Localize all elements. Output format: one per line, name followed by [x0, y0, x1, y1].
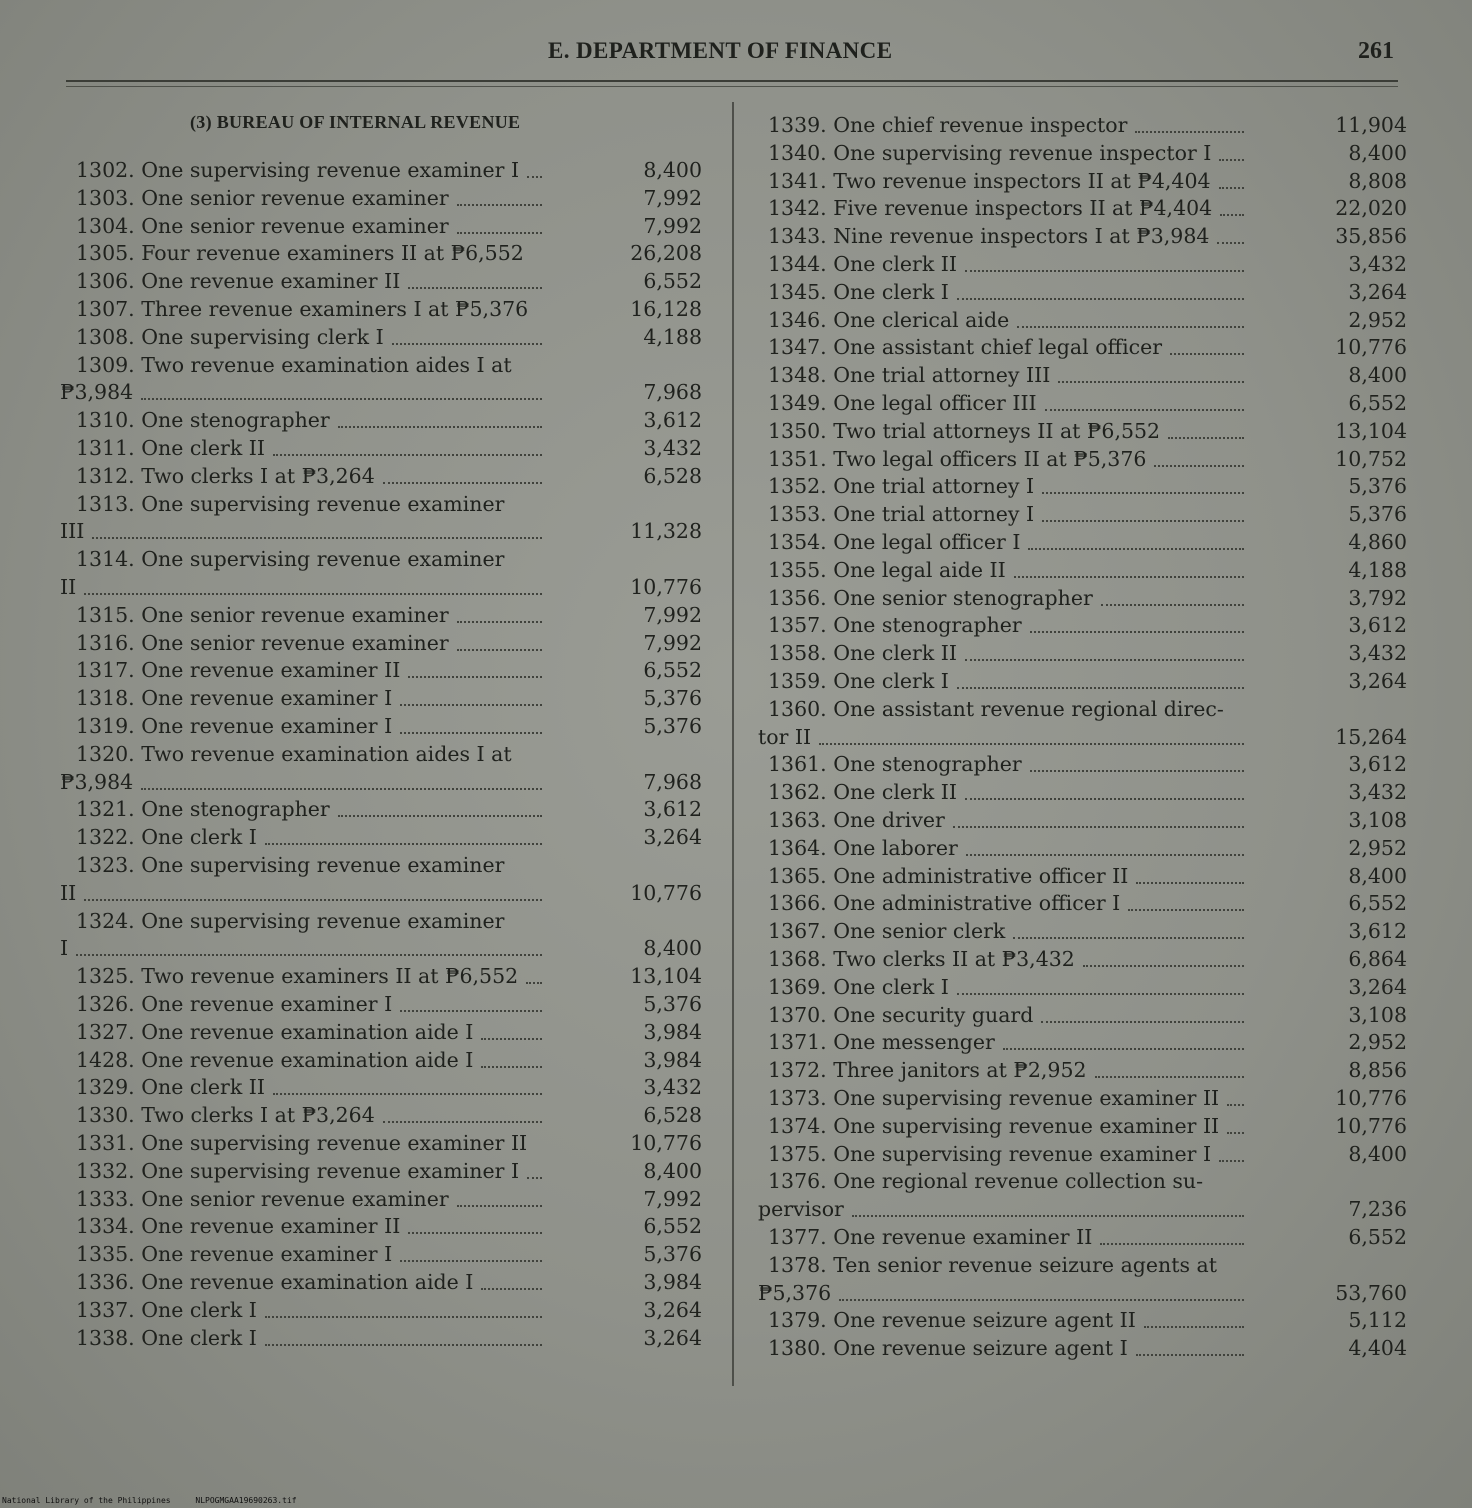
section-title: (3) BUREAU OF INTERNAL REVENUE	[190, 112, 521, 132]
entry-text: 1358. One clerk II	[768, 641, 957, 666]
leader-dots	[481, 1066, 542, 1068]
entry-amount: 10,752	[1335, 446, 1407, 471]
entry-text: 1343. Nine revenue inspectors I at ₱3,984	[768, 224, 1210, 249]
continuation-text: III	[60, 519, 85, 544]
entry-amount: 3,264	[643, 1325, 702, 1350]
entry-text: 1336. One revenue examination aide I	[76, 1270, 474, 1294]
leader-dots	[1168, 437, 1244, 439]
entry-text: 1327. One revenue examination aide I	[76, 1019, 474, 1044]
leader-dots	[966, 854, 1244, 856]
entry-amount: 3,432	[1348, 641, 1407, 666]
leader-dots	[400, 1260, 542, 1262]
entry-text: 1356. One senior stenographer	[768, 585, 1093, 610]
entry-text: 1371. One messenger	[768, 1030, 995, 1055]
leader-dots	[481, 1288, 542, 1290]
leader-dots	[457, 649, 542, 651]
entry-text: 1357. One stenographer	[768, 613, 1022, 638]
leader-dots	[1028, 548, 1244, 550]
continuation-text: II	[60, 575, 77, 599]
leader-dots	[400, 1010, 542, 1012]
entry-text: 1353. One trial attorney I	[768, 502, 1035, 527]
entry-amount: 5,376	[643, 1242, 702, 1267]
leader-dots	[1095, 1076, 1244, 1078]
entry-amount: 3,612	[643, 408, 702, 433]
entry-text: 1338. One clerk I	[76, 1325, 257, 1350]
entry-text: 1378. Ten senior revenue seizure agents at	[768, 1252, 1217, 1277]
entry-text: 1331. One supervising revenue examiner II	[76, 1131, 528, 1155]
entry-text: 1311. One clerk II	[76, 436, 265, 460]
leader-dots	[839, 1299, 1244, 1301]
entry-amount: 7,236	[1348, 1197, 1407, 1222]
entry-text: 1313. One supervising revenue examiner	[76, 491, 505, 516]
leader-dots	[1219, 159, 1244, 161]
entry-amount: 6,528	[643, 1103, 702, 1128]
entry-text: 1367. One senior clerk	[768, 919, 1006, 944]
leader-dots	[141, 788, 542, 790]
entry-text: 1335. One revenue examiner I	[76, 1242, 393, 1267]
leader-dots	[1013, 937, 1244, 939]
leader-dots	[1030, 631, 1244, 633]
entry-amount: 7,992	[643, 185, 702, 210]
entry-amount: 5,376	[1348, 474, 1407, 499]
entry-text: 1366. One administrative officer I	[768, 891, 1121, 916]
entry-amount: 6,552	[1348, 391, 1407, 415]
entry-text: 1318. One revenue examiner I	[76, 686, 393, 711]
entry-amount: 8,400	[1348, 363, 1407, 388]
entry-amount: 5,112	[1348, 1308, 1407, 1333]
entry-text: 1363. One driver	[768, 808, 945, 832]
continuation-text: ₱3,984	[60, 769, 134, 794]
leader-dots	[1014, 576, 1244, 578]
leader-dots	[392, 343, 542, 345]
entry-text: 1322. One clerk I	[76, 825, 257, 850]
entry-text: 1334. One revenue examiner II	[76, 1214, 401, 1239]
entry-amount: 11,904	[1335, 113, 1407, 137]
entry-text: 1330. Two clerks I at ₱3,264	[76, 1103, 375, 1128]
entry-amount: 7,992	[643, 213, 702, 238]
leader-dots	[1042, 520, 1244, 522]
page-number: 261	[1358, 38, 1394, 64]
entry-text: 1306. One revenue examiner II	[76, 269, 401, 294]
leader-dots	[457, 204, 542, 206]
leader-dots	[338, 426, 542, 428]
entry-amount: 3,612	[1348, 919, 1407, 944]
column-divider	[732, 102, 734, 1386]
leader-dots	[819, 743, 1244, 745]
entry-amount: 3,264	[1348, 279, 1407, 304]
entry-text: 1376. One regional revenue collection su-	[768, 1169, 1204, 1194]
entry-amount: 13,104	[630, 964, 702, 989]
entry-text: 1324. One supervising revenue examiner	[76, 908, 505, 933]
entry-amount: 15,264	[1335, 724, 1407, 749]
entry-amount: 6,864	[1348, 947, 1407, 971]
leader-dots	[265, 843, 542, 845]
entry-text: 1310. One stenographer	[76, 408, 330, 433]
entry-text: 1339. One chief revenue inspector	[768, 113, 1128, 137]
entry-text: 1314. One supervising revenue examiner	[76, 547, 505, 572]
entry-text: 1342. Five revenue inspectors II at ₱4,404	[768, 196, 1213, 221]
leader-dots	[1058, 381, 1244, 383]
entry-amount: 35,856	[1335, 224, 1407, 249]
leader-dots	[273, 1093, 542, 1095]
entry-amount: 10,776	[630, 1131, 702, 1155]
entry-text: 1303. One senior revenue examiner	[76, 185, 449, 210]
entry-text: 1370. One security guard	[768, 1002, 1034, 1027]
entry-amount: 6,552	[643, 658, 702, 683]
entry-amount: 7,992	[643, 630, 702, 655]
entry-text: 1323. One supervising revenue examiner	[76, 853, 505, 877]
leader-dots	[457, 621, 542, 623]
footer-library: National Library of the Philippines	[2, 1496, 171, 1505]
leader-dots	[1041, 1021, 1244, 1023]
leader-dots	[1083, 965, 1244, 967]
leader-dots	[457, 232, 542, 234]
leader-dots	[84, 593, 542, 595]
continuation-text: tor II	[758, 724, 812, 749]
leader-dots	[383, 482, 542, 484]
leader-dots	[1144, 1326, 1244, 1328]
leader-dots	[273, 454, 542, 456]
leader-dots	[265, 1344, 542, 1346]
leader-dots	[852, 1215, 1244, 1217]
entry-amount: 3,432	[1348, 780, 1407, 805]
entry-amount: 6,552	[643, 1214, 702, 1239]
entry-amount: 8,400	[1348, 1141, 1407, 1166]
entry-amount: 3,984	[643, 1047, 702, 1072]
entry-amount: 11,328	[630, 519, 702, 544]
leader-dots	[526, 982, 542, 984]
leader-dots	[481, 1038, 542, 1040]
entry-amount: 3,264	[1348, 669, 1407, 693]
leader-dots	[408, 676, 542, 678]
entry-amount: 3,432	[1348, 252, 1407, 276]
entry-amount: 8,400	[1348, 140, 1407, 165]
leader-dots	[1154, 465, 1244, 467]
entry-amount: 26,208	[630, 241, 702, 266]
entry-text: 1368. Two clerks II at ₱3,432	[768, 947, 1075, 971]
entry-text: 1349. One legal officer III	[768, 391, 1037, 415]
entry-text: 1380. One revenue seizure agent I	[768, 1336, 1128, 1361]
page-header	[0, 36, 1472, 72]
entry-text: 1307. Three revenue examiners I at ₱5,376	[76, 297, 529, 321]
leader-dots	[965, 659, 1244, 661]
leader-dots	[1128, 909, 1244, 911]
entry-text: 1341. Two revenue inspectors II at ₱4,404	[768, 168, 1211, 193]
entry-amount: 5,376	[643, 714, 702, 738]
entry-text: 1365. One administrative officer II	[768, 863, 1129, 888]
entry-text: 1320. Two revenue examination aides I at	[76, 741, 512, 766]
entry-amount: 10,776	[630, 575, 702, 599]
leader-dots	[1220, 214, 1244, 216]
leader-dots	[957, 298, 1244, 300]
leader-dots	[1042, 492, 1244, 494]
leader-dots	[408, 1232, 542, 1234]
entry-text: 1347. One assistant chief legal officer	[768, 335, 1163, 360]
entry-amount: 4,188	[643, 324, 702, 349]
entry-amount: 3,264	[643, 1297, 702, 1322]
entry-amount: 6,528	[643, 463, 702, 488]
entry-text: 1317. One revenue examiner II	[76, 658, 401, 683]
entry-amount: 3,432	[643, 1075, 702, 1100]
entry-amount: 3,108	[1348, 1002, 1407, 1027]
entry-amount: 5,376	[1348, 502, 1407, 527]
entry-amount: 8,808	[1348, 168, 1407, 193]
entry-amount: 3,432	[643, 436, 702, 460]
entry-text: 1333. One senior revenue examiner	[76, 1186, 449, 1211]
entry-text: 1302. One supervising revenue examiner I	[76, 158, 520, 182]
leader-dots	[400, 732, 542, 734]
leader-dots	[1003, 1048, 1244, 1050]
page-title: E. DEPARTMENT OF FINANCE	[548, 38, 893, 63]
leader-dots	[1170, 353, 1244, 355]
leader-dots	[76, 954, 542, 956]
entry-amount: 13,104	[1335, 418, 1407, 443]
entry-text: 1355. One legal aide II	[768, 557, 1006, 582]
header-rule	[66, 80, 1398, 82]
header-rule-thin	[66, 86, 1398, 87]
entry-text: 1319. One revenue examiner I	[76, 714, 393, 738]
leader-dots	[1135, 131, 1244, 133]
leader-dots	[1136, 1354, 1244, 1356]
entry-amount: 10,776	[1335, 1086, 1407, 1110]
entry-amount: 7,992	[643, 1186, 702, 1211]
entry-amount: 53,760	[1335, 1280, 1407, 1305]
entry-text: 1351. Two legal officers II at ₱5,376	[768, 446, 1147, 471]
leader-dots	[1045, 409, 1244, 411]
entry-text: 1354. One legal officer I	[768, 530, 1021, 554]
entry-amount: 7,968	[643, 769, 702, 794]
leader-dots	[84, 899, 542, 901]
leader-dots	[457, 1205, 542, 1207]
leader-dots	[527, 1177, 542, 1179]
continuation-text: I	[60, 936, 69, 961]
entry-text: 1348. One trial attorney III	[768, 363, 1051, 388]
leader-dots	[141, 398, 542, 400]
leader-dots	[338, 815, 542, 817]
continuation-text: ₱5,376	[758, 1280, 832, 1305]
entry-text: 1345. One clerk I	[768, 279, 949, 304]
entry-text: 1304. One senior revenue examiner	[76, 213, 449, 238]
entry-amount: 8,400	[643, 936, 702, 961]
entry-amount: 22,020	[1335, 196, 1407, 221]
entry-text: 1325. Two revenue examiners II at ₱6,552	[76, 964, 519, 989]
leader-dots	[1101, 604, 1244, 606]
leader-dots	[527, 176, 542, 178]
entry-text: 1308. One supervising clerk I	[76, 324, 384, 349]
leader-dots	[1017, 326, 1244, 328]
leader-dots	[1227, 1132, 1244, 1134]
entry-amount: 2,952	[1348, 307, 1407, 332]
leader-dots	[1136, 882, 1244, 884]
entry-amount: 5,376	[643, 686, 702, 711]
entry-amount: 8,856	[1348, 1058, 1407, 1083]
entry-text: 1360. One assistant revenue regional direc-	[768, 696, 1224, 721]
leader-dots	[383, 1121, 542, 1123]
entry-text: 1315. One senior revenue examiner	[76, 602, 449, 627]
leader-dots	[92, 537, 542, 539]
entry-text: 1359. One clerk I	[768, 669, 949, 693]
entry-text: 1337. One clerk I	[76, 1297, 257, 1322]
scan-footer	[2, 1496, 317, 1505]
leader-dots	[957, 993, 1244, 995]
entry-text: 1352. One trial attorney I	[768, 474, 1035, 499]
entry-text: 1362. One clerk II	[768, 780, 957, 805]
entry-text: 1373. One supervising revenue examiner II	[768, 1086, 1220, 1110]
entry-text: 1326. One revenue examiner I	[76, 992, 393, 1016]
leader-dots	[265, 1316, 542, 1318]
entry-amount: 6,552	[643, 269, 702, 294]
entry-amount: 16,128	[630, 297, 702, 321]
entry-amount: 3,108	[1348, 808, 1407, 832]
entry-amount: 10,776	[630, 880, 702, 905]
leader-dots	[965, 270, 1244, 272]
entry-text: 1428. One revenue examination aide I	[76, 1047, 474, 1072]
entry-amount: 2,952	[1348, 835, 1407, 860]
leader-dots	[400, 704, 542, 706]
continuation-text: pervisor	[758, 1197, 844, 1222]
entry-text: 1350. Two trial attorneys II at ₱6,552	[768, 418, 1161, 443]
entry-text: 1379. One revenue seizure agent II	[768, 1308, 1136, 1333]
entry-amount: 8,400	[643, 158, 702, 182]
entry-amount: 3,264	[643, 825, 702, 850]
entry-amount: 4,860	[1348, 530, 1407, 554]
entry-amount: 3,612	[1348, 613, 1407, 638]
leader-dots	[957, 687, 1244, 689]
entry-text: 1340. One supervising revenue inspector I	[768, 140, 1212, 165]
entry-text: 1312. Two clerks I at ₱3,264	[76, 463, 375, 488]
entry-text: 1329. One clerk II	[76, 1075, 265, 1100]
entry-text: 1375. One supervising revenue examiner I	[768, 1141, 1212, 1166]
entry-text: 1346. One clerical aide	[768, 307, 1010, 332]
entry-text: 1374. One supervising revenue examiner II	[768, 1113, 1220, 1138]
entry-amount: 7,992	[643, 602, 702, 627]
entry-text: 1309. Two revenue examination aides I at	[76, 352, 512, 377]
entry-amount: 3,612	[643, 797, 702, 822]
entry-text: 1372. Three janitors at ₱2,952	[768, 1058, 1087, 1083]
entry-amount: 5,376	[643, 992, 702, 1016]
leader-dots	[1219, 1160, 1244, 1162]
leader-dots	[1219, 187, 1244, 189]
entry-text: 1344. One clerk II	[768, 252, 957, 276]
entry-amount: 6,552	[1348, 1225, 1407, 1249]
entry-text: 1369. One clerk I	[768, 974, 949, 999]
entry-amount: 2,952	[1348, 1030, 1407, 1055]
entry-text: 1305. Four revenue examiners II at ₱6,552	[76, 241, 524, 266]
leader-dots	[408, 287, 542, 289]
entry-text: 1361. One stenographer	[768, 752, 1022, 777]
entry-text: 1316. One senior revenue examiner	[76, 630, 449, 655]
entry-amount: 10,776	[1335, 1113, 1407, 1138]
footer-file: NLPOGMGAA19690263.tif	[195, 1496, 297, 1505]
entry-amount: 7,968	[643, 380, 702, 405]
entry-text: 1332. One supervising revenue examiner I	[76, 1158, 520, 1183]
entry-amount: 3,984	[643, 1270, 702, 1294]
entry-text: 1321. One stenographer	[76, 797, 330, 822]
leader-dots	[1217, 242, 1244, 244]
leader-dots	[953, 826, 1244, 828]
continuation-text: II	[60, 880, 77, 905]
entry-amount: 3,792	[1348, 585, 1407, 610]
entry-amount: 6,552	[1348, 891, 1407, 916]
entry-amount: 4,404	[1348, 1336, 1407, 1361]
entry-amount: 8,400	[1348, 863, 1407, 888]
entry-text: 1364. One laborer	[768, 835, 958, 860]
entry-amount: 4,188	[1348, 557, 1407, 582]
entry-amount: 3,984	[643, 1019, 702, 1044]
leader-dots	[965, 798, 1244, 800]
entry-amount: 8,400	[643, 1158, 702, 1183]
entry-amount: 3,264	[1348, 974, 1407, 999]
continuation-text: ₱3,984	[60, 380, 134, 405]
entry-amount: 3,612	[1348, 752, 1407, 777]
leader-dots	[1030, 770, 1244, 772]
leader-dots	[1227, 1104, 1244, 1106]
entry-amount: 10,776	[1335, 335, 1407, 360]
entry-text: 1377. One revenue examiner II	[768, 1225, 1093, 1249]
leader-dots	[1100, 1243, 1244, 1245]
